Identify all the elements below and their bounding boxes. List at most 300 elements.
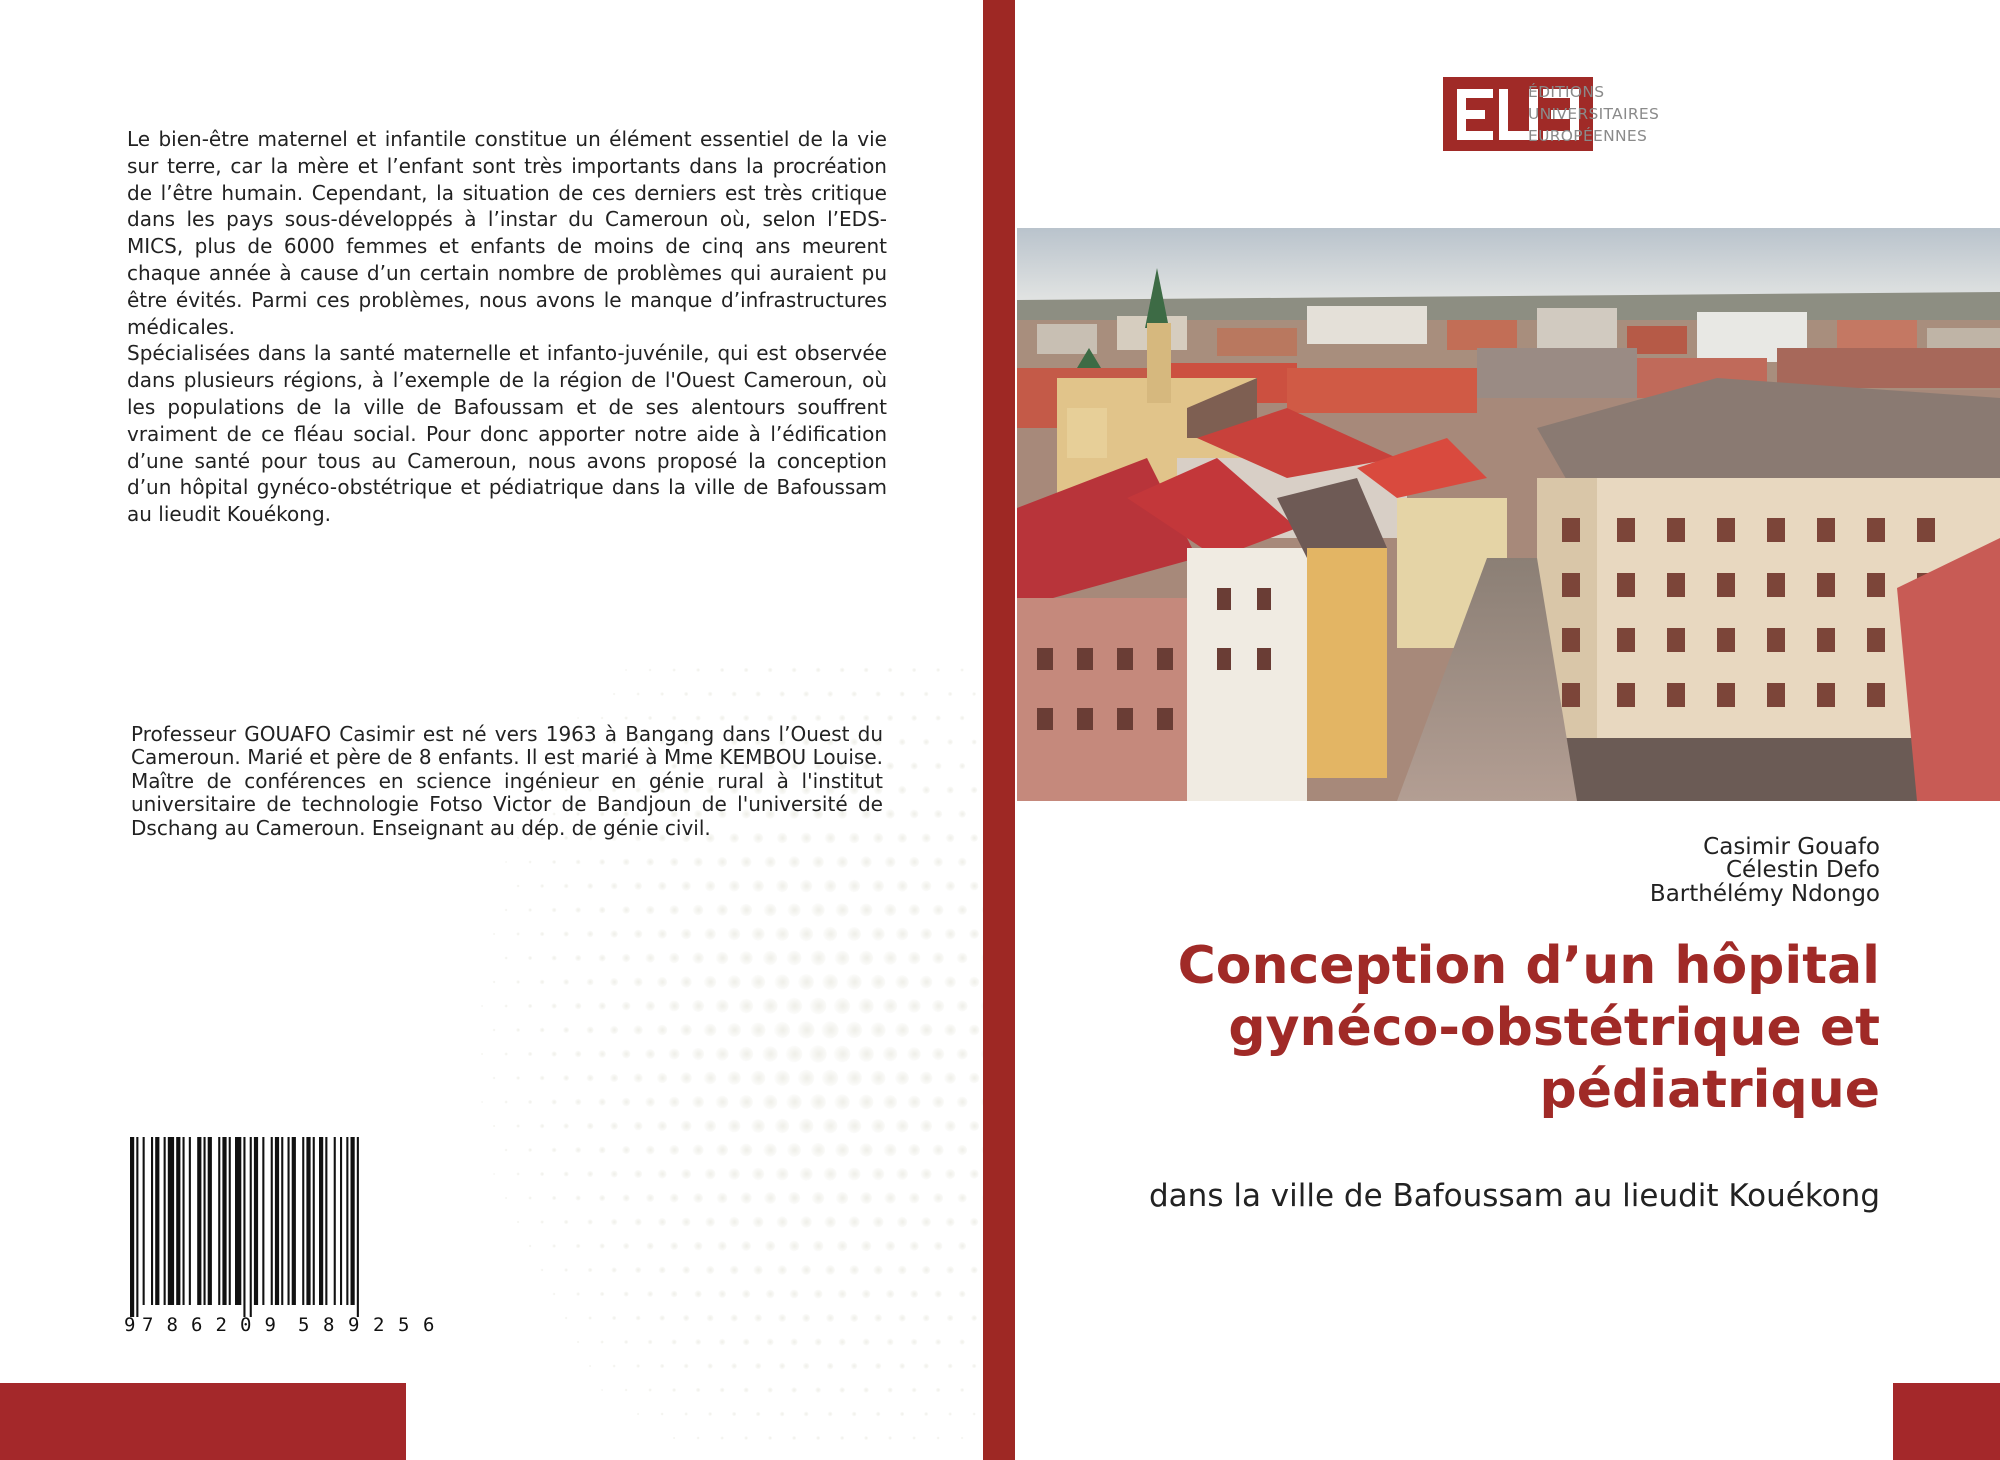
decor-dot	[776, 880, 788, 892]
decor-dot	[577, 717, 579, 719]
decor-dot	[505, 1197, 507, 1199]
decor-dot	[671, 1339, 676, 1344]
decor-dot	[493, 1173, 495, 1175]
decor-dot	[766, 1290, 775, 1299]
decor-dot	[910, 762, 917, 769]
decor-dot	[708, 1412, 712, 1416]
decor-dot	[657, 977, 667, 987]
decor-dot	[704, 928, 716, 940]
decor-dot	[932, 1096, 944, 1108]
decor-dot	[946, 786, 953, 793]
decor-dot	[646, 858, 654, 866]
decor-dot	[932, 952, 944, 964]
decor-dot	[885, 857, 896, 868]
decor-dot	[611, 883, 618, 890]
decor-dot	[540, 980, 545, 985]
barcode-bar	[262, 1137, 264, 1305]
decor-dot	[728, 928, 741, 941]
decor-dot	[786, 998, 802, 1014]
decor-dot	[682, 1266, 690, 1274]
decor-dot	[516, 1124, 520, 1128]
decor-dot	[959, 1339, 965, 1345]
decor-dot	[823, 1167, 836, 1180]
decor-dot	[897, 1217, 908, 1228]
decor-dot	[551, 1003, 557, 1009]
decor-dot	[719, 1339, 725, 1345]
decor-dot	[922, 1314, 929, 1321]
decor-dot	[598, 1146, 605, 1153]
decor-dot	[766, 1338, 773, 1345]
decor-dot	[859, 1095, 874, 1110]
decor-dot	[933, 1193, 943, 1203]
author-bio: Professeur GOUAFO Casimir est né vers 1963 à Bangang dans l’Ouest du Cameroun. Marié et père de 8 enfants. Il est marié à Mme KEMBOU Louise. Maître de conférences en science ingénieur en génie rural à l'institut universitaire de technologie Fotso Victor de Bandjoun de l'université de Dschang au Cameroun. Enseignant au dép. de génie civil.	[131, 722, 883, 840]
barcode-bar	[164, 1137, 166, 1305]
decor-dot	[727, 975, 741, 989]
decor-dot	[635, 1315, 640, 1320]
decor-dot	[563, 979, 569, 985]
barcode-bar	[222, 1137, 226, 1305]
decor-dot	[763, 951, 777, 965]
decor-dot	[969, 929, 979, 939]
decor-dot	[839, 1387, 845, 1393]
decor-dot	[528, 1100, 532, 1104]
decor-dot	[920, 928, 932, 940]
bottom-bar-right	[1893, 1383, 2000, 1460]
decor-dot	[767, 715, 773, 721]
decor-dot	[684, 692, 688, 696]
decor-dot	[934, 810, 942, 818]
decor-dot	[720, 668, 724, 672]
decor-dot	[587, 1219, 593, 1225]
decor-dot	[637, 1413, 639, 1415]
decor-dot	[598, 1050, 606, 1058]
decor-dot	[935, 763, 942, 770]
decor-dot	[633, 1025, 642, 1034]
decor-dot	[822, 974, 838, 990]
title-line-3: pédiatrique	[1539, 1060, 1880, 1120]
decor-dot	[799, 1167, 812, 1180]
decor-dot	[923, 739, 929, 745]
decor-dot	[563, 931, 569, 937]
decor-dot	[575, 1003, 582, 1010]
decor-dot	[669, 905, 679, 915]
decor-dot	[692, 1048, 704, 1060]
decor-dot	[852, 1412, 857, 1417]
barcode-bar	[204, 1137, 206, 1305]
decor-dot	[900, 1412, 904, 1416]
decor-dot	[732, 1412, 736, 1416]
decor-dot	[935, 1339, 941, 1345]
decor-dot	[692, 1144, 703, 1155]
decor-dot	[840, 1436, 844, 1440]
decor-dot	[888, 668, 893, 673]
decor-dot	[740, 1192, 751, 1203]
decor-dot	[681, 881, 691, 891]
decor-dot	[836, 1192, 848, 1204]
decor-dot	[672, 716, 677, 721]
decor-dot	[717, 1241, 726, 1250]
barcode-digit: 5	[298, 1314, 310, 1336]
decor-dot	[944, 1120, 955, 1131]
decor-dot	[765, 1241, 775, 1251]
barcode-digit: 5	[398, 1314, 410, 1336]
decor-dot	[883, 999, 898, 1014]
decor-dot	[876, 1412, 881, 1417]
decor-dot	[858, 998, 874, 1014]
decor-dot	[751, 1119, 765, 1133]
decor-dot	[885, 1241, 895, 1251]
book-spine	[983, 0, 1015, 1460]
decor-dot	[729, 1265, 738, 1274]
barcode-bar	[302, 1137, 304, 1305]
decor-dot	[872, 1168, 885, 1181]
decor-dot	[612, 1316, 616, 1320]
decor-dot	[742, 1290, 750, 1298]
decor-dot	[751, 927, 764, 940]
decor-dot	[826, 1314, 834, 1322]
decor-dot	[634, 930, 643, 939]
decor-dot	[707, 1363, 712, 1368]
isbn-barcode	[124, 1137, 458, 1337]
decor-dot	[540, 1172, 544, 1176]
decor-dot	[706, 1266, 714, 1274]
decor-dot	[649, 669, 652, 672]
decor-dot	[633, 1073, 642, 1082]
decor-dot	[657, 929, 667, 939]
decor-dot	[884, 1192, 896, 1204]
decor-dot	[812, 856, 824, 868]
barcode-bar	[243, 1137, 245, 1317]
barcode-bar	[155, 1137, 159, 1305]
decor-dot	[837, 1289, 846, 1298]
decor-dot	[924, 1412, 928, 1416]
decor-dot	[648, 716, 652, 720]
decor-dot	[633, 977, 642, 986]
barcode-bar	[143, 1137, 145, 1305]
decor-dot	[528, 1004, 532, 1008]
decor-dot	[600, 1340, 603, 1343]
decor-dot	[871, 927, 884, 940]
decor-dot	[493, 933, 495, 935]
decor-dot	[960, 668, 963, 671]
decor-dot	[636, 692, 639, 695]
decor-dot	[788, 1192, 800, 1204]
barcode-digits	[124, 1314, 434, 1336]
decor-dot	[961, 1437, 964, 1440]
decor-dot	[622, 1146, 630, 1154]
decor-dot	[681, 1217, 690, 1226]
decor-dot	[684, 1364, 689, 1369]
decor-dot	[895, 1071, 909, 1085]
decor-dot	[588, 1316, 592, 1320]
decor-dot	[762, 1046, 778, 1062]
decor-dot	[622, 1194, 629, 1201]
decor-dot	[898, 786, 906, 794]
decor-dot	[828, 1412, 833, 1417]
decor-dot	[658, 1266, 665, 1273]
decor-dot	[776, 1216, 787, 1227]
decor-dot	[680, 1072, 692, 1084]
decor-dot	[762, 998, 777, 1013]
decor-dot	[680, 1120, 691, 1131]
decor-dot	[598, 1002, 606, 1010]
decor-dot	[798, 1070, 815, 1087]
decor-dot	[540, 1076, 545, 1081]
decor-dot	[645, 1049, 655, 1059]
decor-dot	[800, 880, 813, 893]
decor-dot	[576, 1244, 581, 1249]
decor-dot	[923, 1363, 929, 1369]
decor-dot	[634, 1122, 643, 1131]
decor-dot	[972, 1364, 977, 1369]
decor-dot	[956, 1048, 967, 1059]
decor-dot	[528, 1196, 531, 1199]
decor-dot	[969, 1169, 978, 1178]
decor-dot	[909, 1193, 920, 1204]
decor-dot	[517, 1221, 520, 1224]
decor-dot	[669, 1193, 678, 1202]
decor-dot	[908, 904, 920, 916]
decor-dot	[694, 1242, 703, 1251]
decor-dot	[575, 907, 581, 913]
decor-dot	[799, 927, 813, 941]
decor-dot	[932, 1000, 944, 1012]
decor-dot	[755, 1363, 761, 1369]
decor-dot	[908, 1144, 920, 1156]
decor-dot	[872, 1216, 883, 1227]
decor-dot	[896, 928, 909, 941]
decor-dot	[564, 1268, 568, 1272]
decor-dot	[824, 880, 837, 893]
decor-dot	[505, 1149, 508, 1152]
decor-dot	[744, 668, 749, 673]
decor-dot	[529, 1245, 532, 1248]
decor-dot	[680, 1024, 692, 1036]
decor-dot	[625, 1389, 628, 1392]
decor-dot	[789, 1241, 800, 1252]
decor-dot	[528, 1148, 532, 1152]
decor-dot	[786, 1094, 802, 1110]
decor-dot	[886, 762, 894, 770]
decor-dot	[911, 715, 917, 721]
author-name: Barthélémy Ndongo	[1649, 880, 1880, 907]
decor-dot	[504, 956, 507, 959]
decor-dot	[897, 833, 907, 843]
decor-dot	[598, 954, 605, 961]
barcode-bar	[275, 1137, 279, 1305]
decor-dot	[835, 951, 850, 966]
decor-dot	[933, 857, 943, 867]
decor-dot	[634, 1218, 641, 1225]
decor-dot	[957, 1193, 966, 1202]
decor-dot	[801, 1265, 811, 1275]
decor-dot	[658, 882, 667, 891]
decor-dot	[692, 1096, 704, 1108]
decor-dot	[493, 1077, 496, 1080]
decor-dot	[815, 1387, 821, 1393]
blurb-paragraph-1: Le bien-être maternel et infantile constitue un élément essentiel de la vie sur terre, car la mère et l’enfant sont très importants dans la procréation de l’être humain. Cependant, la situation de ces derniers est très critique dans les pays sous-développés à l’instar du Cameroun où, selon l’EDS-MICS, plus de 6000 femmes et enfants de moins de cinq ans meurent chaque année à cause d’un certain nombre de problèmes qui auraient pu être évités. Parmi ces problèmes, nous avons le manque d’infrastructures médicales.	[127, 127, 887, 339]
decor-dot	[540, 884, 544, 888]
decor-dot	[716, 904, 728, 916]
decor-dot	[847, 927, 861, 941]
decor-dot	[911, 1339, 918, 1346]
barcode-digit: 6	[191, 1314, 203, 1336]
decor-dot	[970, 1266, 977, 1273]
barcode-digit: 9	[124, 1314, 136, 1336]
decor-dot	[851, 1363, 857, 1369]
decor-dot	[887, 715, 893, 721]
decor-dot	[717, 1193, 728, 1204]
decor-dot	[672, 1388, 676, 1392]
decor-dot	[859, 951, 873, 965]
decor-dot	[645, 1001, 655, 1011]
decor-dot	[657, 1169, 666, 1178]
decor-dot	[716, 1096, 729, 1109]
decor-dot	[944, 976, 956, 988]
decor-dot	[972, 1412, 975, 1415]
barcode-digit: 2	[215, 1314, 227, 1336]
decor-dot	[622, 858, 629, 865]
decor-dot	[739, 999, 753, 1013]
decor-dot	[601, 717, 604, 720]
decor-dot	[716, 1144, 728, 1156]
decor-dot	[912, 1388, 917, 1393]
decor-dot	[576, 1292, 580, 1296]
decor-dot	[910, 810, 919, 819]
decor-dot	[791, 1387, 797, 1393]
decor-dot	[600, 1292, 604, 1296]
decor-dot	[696, 1388, 700, 1392]
decor-dot	[753, 1265, 762, 1274]
decor-dot	[599, 859, 605, 865]
decor-dot	[897, 1265, 906, 1274]
decor-dot	[896, 880, 907, 891]
decor-dot	[505, 861, 507, 863]
decor-dot	[969, 1025, 980, 1036]
decor-dot	[669, 953, 680, 964]
decor-dot	[693, 905, 704, 916]
decor-dot	[601, 1389, 603, 1391]
decor-dot	[504, 1052, 507, 1055]
decor-dot	[895, 975, 909, 989]
decor-dot	[774, 1022, 790, 1038]
barcode-bar	[151, 1137, 153, 1305]
decor-dot	[775, 1119, 790, 1134]
decor-dot	[846, 974, 861, 989]
decor-dot	[729, 1217, 739, 1227]
decor-dot	[563, 1123, 569, 1129]
decor-dot	[907, 1095, 920, 1108]
decor-dot	[704, 1024, 717, 1037]
decor-dot	[563, 1027, 569, 1033]
decor-dot	[755, 691, 761, 697]
decor-dot	[823, 927, 837, 941]
decor-dot	[969, 1121, 979, 1131]
decor-dot	[672, 668, 675, 671]
decor-dot	[553, 1293, 556, 1296]
decor-dot	[540, 1124, 545, 1129]
decor-dot	[810, 950, 825, 965]
decor-dot	[564, 884, 569, 889]
decor-dot	[920, 1120, 932, 1132]
decor-dot	[598, 1098, 606, 1106]
decor-dot	[946, 834, 955, 843]
decor-dot	[728, 1120, 741, 1133]
decor-dot	[860, 856, 871, 867]
decor-dot	[764, 1192, 776, 1204]
decor-dot	[704, 976, 716, 988]
barcode-bar	[130, 1137, 134, 1317]
decor-dot	[959, 1291, 966, 1298]
decor-dot	[812, 1192, 824, 1204]
decor-dot	[932, 1048, 944, 1060]
decor-dot	[838, 1338, 845, 1345]
barcode-bar	[306, 1137, 310, 1305]
decor-dot	[779, 691, 785, 697]
decor-dot	[908, 952, 921, 965]
decor-dot	[971, 787, 978, 794]
decor-dot	[861, 1241, 871, 1251]
decor-dot	[752, 1216, 763, 1227]
decor-dot	[681, 929, 692, 940]
decor-dot	[611, 1219, 617, 1225]
decor-dot	[670, 1242, 678, 1250]
decor-dot	[704, 1120, 716, 1132]
decor-dot	[920, 976, 933, 989]
decor-dot	[815, 715, 822, 722]
decor-dot	[883, 951, 897, 965]
decor-dot	[936, 1388, 941, 1393]
barcode-bar	[325, 1137, 327, 1305]
bottom-bar-left	[0, 1383, 406, 1460]
decor-dot	[645, 1097, 655, 1107]
decor-dot	[763, 1095, 778, 1110]
decor-dot	[623, 1243, 629, 1249]
decor-dot	[870, 1022, 885, 1037]
decor-dot	[552, 860, 556, 864]
decor-dot	[625, 669, 627, 671]
decor-dot	[648, 1388, 651, 1391]
decor-dot	[610, 1026, 618, 1034]
decor-dot	[577, 1341, 580, 1344]
decor-dot	[740, 1144, 753, 1157]
decor-dot	[516, 980, 520, 984]
decor-dot	[575, 1195, 580, 1200]
decor-dot	[768, 1436, 772, 1440]
decor-dot	[860, 904, 873, 917]
decor-dot	[895, 1119, 908, 1132]
decor-dot	[739, 1095, 753, 1109]
barcode-bar	[254, 1137, 258, 1305]
decor-dot	[823, 1119, 838, 1134]
decor-dot	[696, 668, 700, 672]
decor-dot	[920, 1168, 931, 1179]
decor-dot	[936, 1436, 939, 1439]
publisher-name	[1528, 81, 1659, 147]
decor-dot	[871, 1119, 885, 1133]
decor-dot	[589, 1365, 591, 1367]
decor-dot	[899, 1363, 905, 1369]
decor-dot	[707, 1315, 714, 1322]
decor-dot	[741, 857, 752, 868]
decor-dot	[680, 976, 691, 987]
blurb-paragraph-2: Spécialisées dans la santé maternelle et infanto-juvénile, qui est observée dans plusieurs régions, à l’exemple de la région de l'Ouest Cameroun, où les populations de la ville de Bafoussam et de ses alentours souffrent vraiment de ce fléau social. Pour donc apporter notre aide à l’édification d’une santé pour tous au Cameroun, nous avons proposé la conception d’un hôpital gynéco-obstétrique et pédiatrique dans la ville de Bafoussam au lieudit Kouékong.	[127, 341, 887, 527]
decor-dot	[947, 1363, 952, 1368]
decor-dot	[587, 931, 594, 938]
decor-dot	[683, 1315, 689, 1321]
barcode-digit: 2	[373, 1314, 385, 1336]
decor-dot	[921, 881, 932, 892]
